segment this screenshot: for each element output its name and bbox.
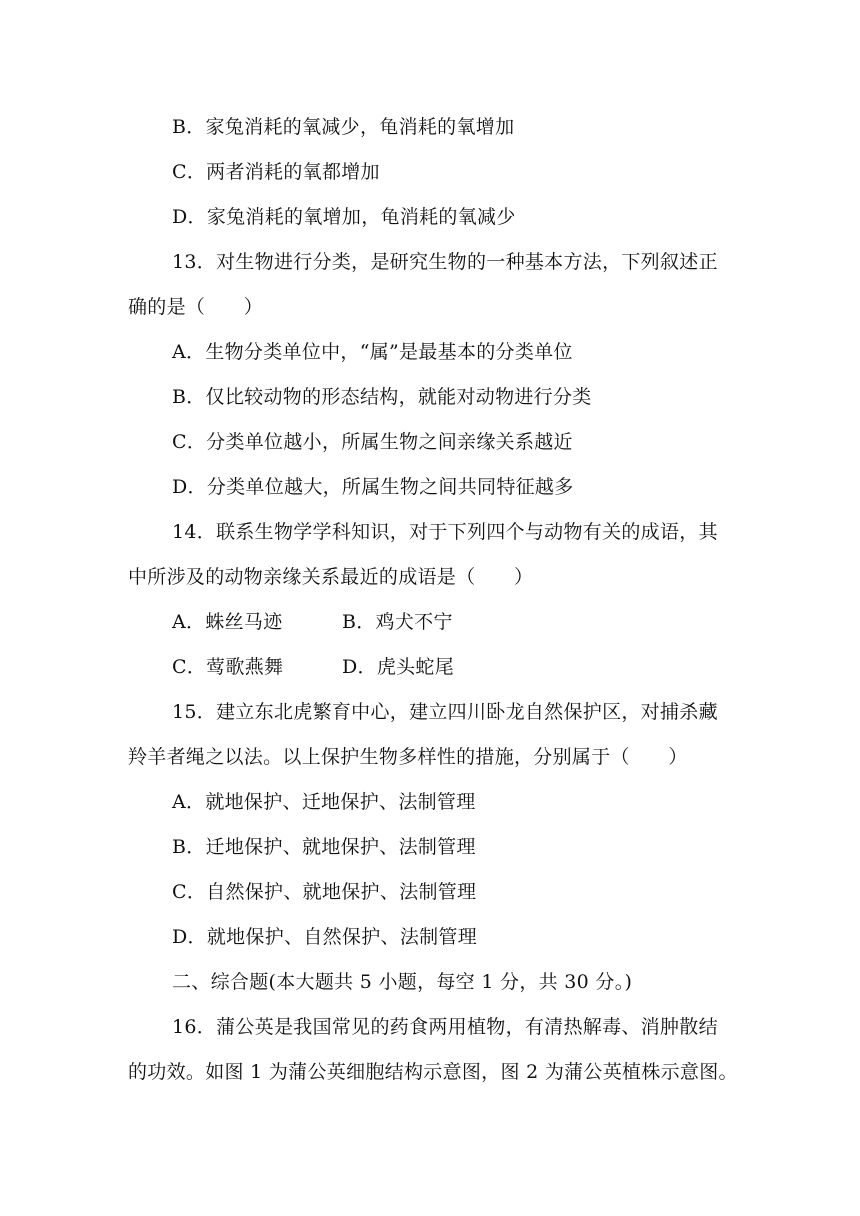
q13-stem-line1: 13．对生物进行分类，是研究生物的一种基本方法，下列叙述正 bbox=[172, 251, 718, 273]
q12-option-d: D．家兔消耗的氧增加，龟消耗的氧减少 bbox=[172, 206, 516, 228]
q13-option-a: A．生物分类单位中，“属”是最基本的分类单位 bbox=[172, 341, 573, 363]
q13-option-d: D．分类单位越大，所属生物之间共同特征越多 bbox=[172, 476, 574, 498]
section2-heading: 二、综合题(本大题共 5 小题，每空 1 分，共 30 分。) bbox=[172, 971, 633, 993]
q14-option-d: D．虎头蛇尾 bbox=[342, 656, 455, 678]
q16-stem-line1: 16．蒲公英是我国常见的药食两用植物，有清热解毒、消肿散结 bbox=[172, 1016, 718, 1038]
q15-option-c: C．自然保护、就地保护、法制管理 bbox=[172, 881, 477, 903]
q14-options-row1 bbox=[172, 610, 453, 634]
q14-options-row2 bbox=[172, 655, 454, 679]
q15-stem-line2: 羚羊者绳之以法。以上保护生物多样性的措施，分别属于（ ） bbox=[128, 746, 688, 768]
q12-option-b: B．家兔消耗的氧减少，龟消耗的氧增加 bbox=[172, 116, 515, 138]
q16-stem-line2: 的功效。如图 1 为蒲公英细胞结构示意图，图 2 为蒲公英植株示意图。 bbox=[128, 1061, 738, 1083]
q13-option-c: C．分类单位越小，所属生物之间亲缘关系越近 bbox=[172, 431, 573, 453]
q14-option-b: B．鸡犬不宁 bbox=[342, 611, 453, 633]
q14-option-c: C．莺歌燕舞 bbox=[172, 656, 284, 678]
q15-option-b: B．迁地保护、就地保护、法制管理 bbox=[172, 836, 476, 858]
q14-stem-line2: 中所涉及的动物亲缘关系最近的成语是（ ） bbox=[128, 566, 534, 588]
q14-option-a: A．蛛丝马迹 bbox=[172, 611, 283, 633]
q12-option-c: C．两者消耗的氧都增加 bbox=[172, 161, 380, 183]
q14-stem-line1: 14．联系生物学学科知识，对于下列四个与动物有关的成语，其 bbox=[172, 521, 718, 543]
q13-stem-line2: 确的是（ ） bbox=[128, 296, 264, 318]
q13-option-b: B．仅比较动物的形态结构，就能对动物进行分类 bbox=[172, 386, 592, 408]
q15-stem-line1: 15．建立东北虎繁育中心，建立四川卧龙自然保护区，对捕杀藏 bbox=[172, 701, 718, 723]
q15-option-d: D．就地保护、自然保护、法制管理 bbox=[172, 926, 478, 948]
q15-option-a: A．就地保护、迁地保护、法制管理 bbox=[172, 791, 476, 813]
